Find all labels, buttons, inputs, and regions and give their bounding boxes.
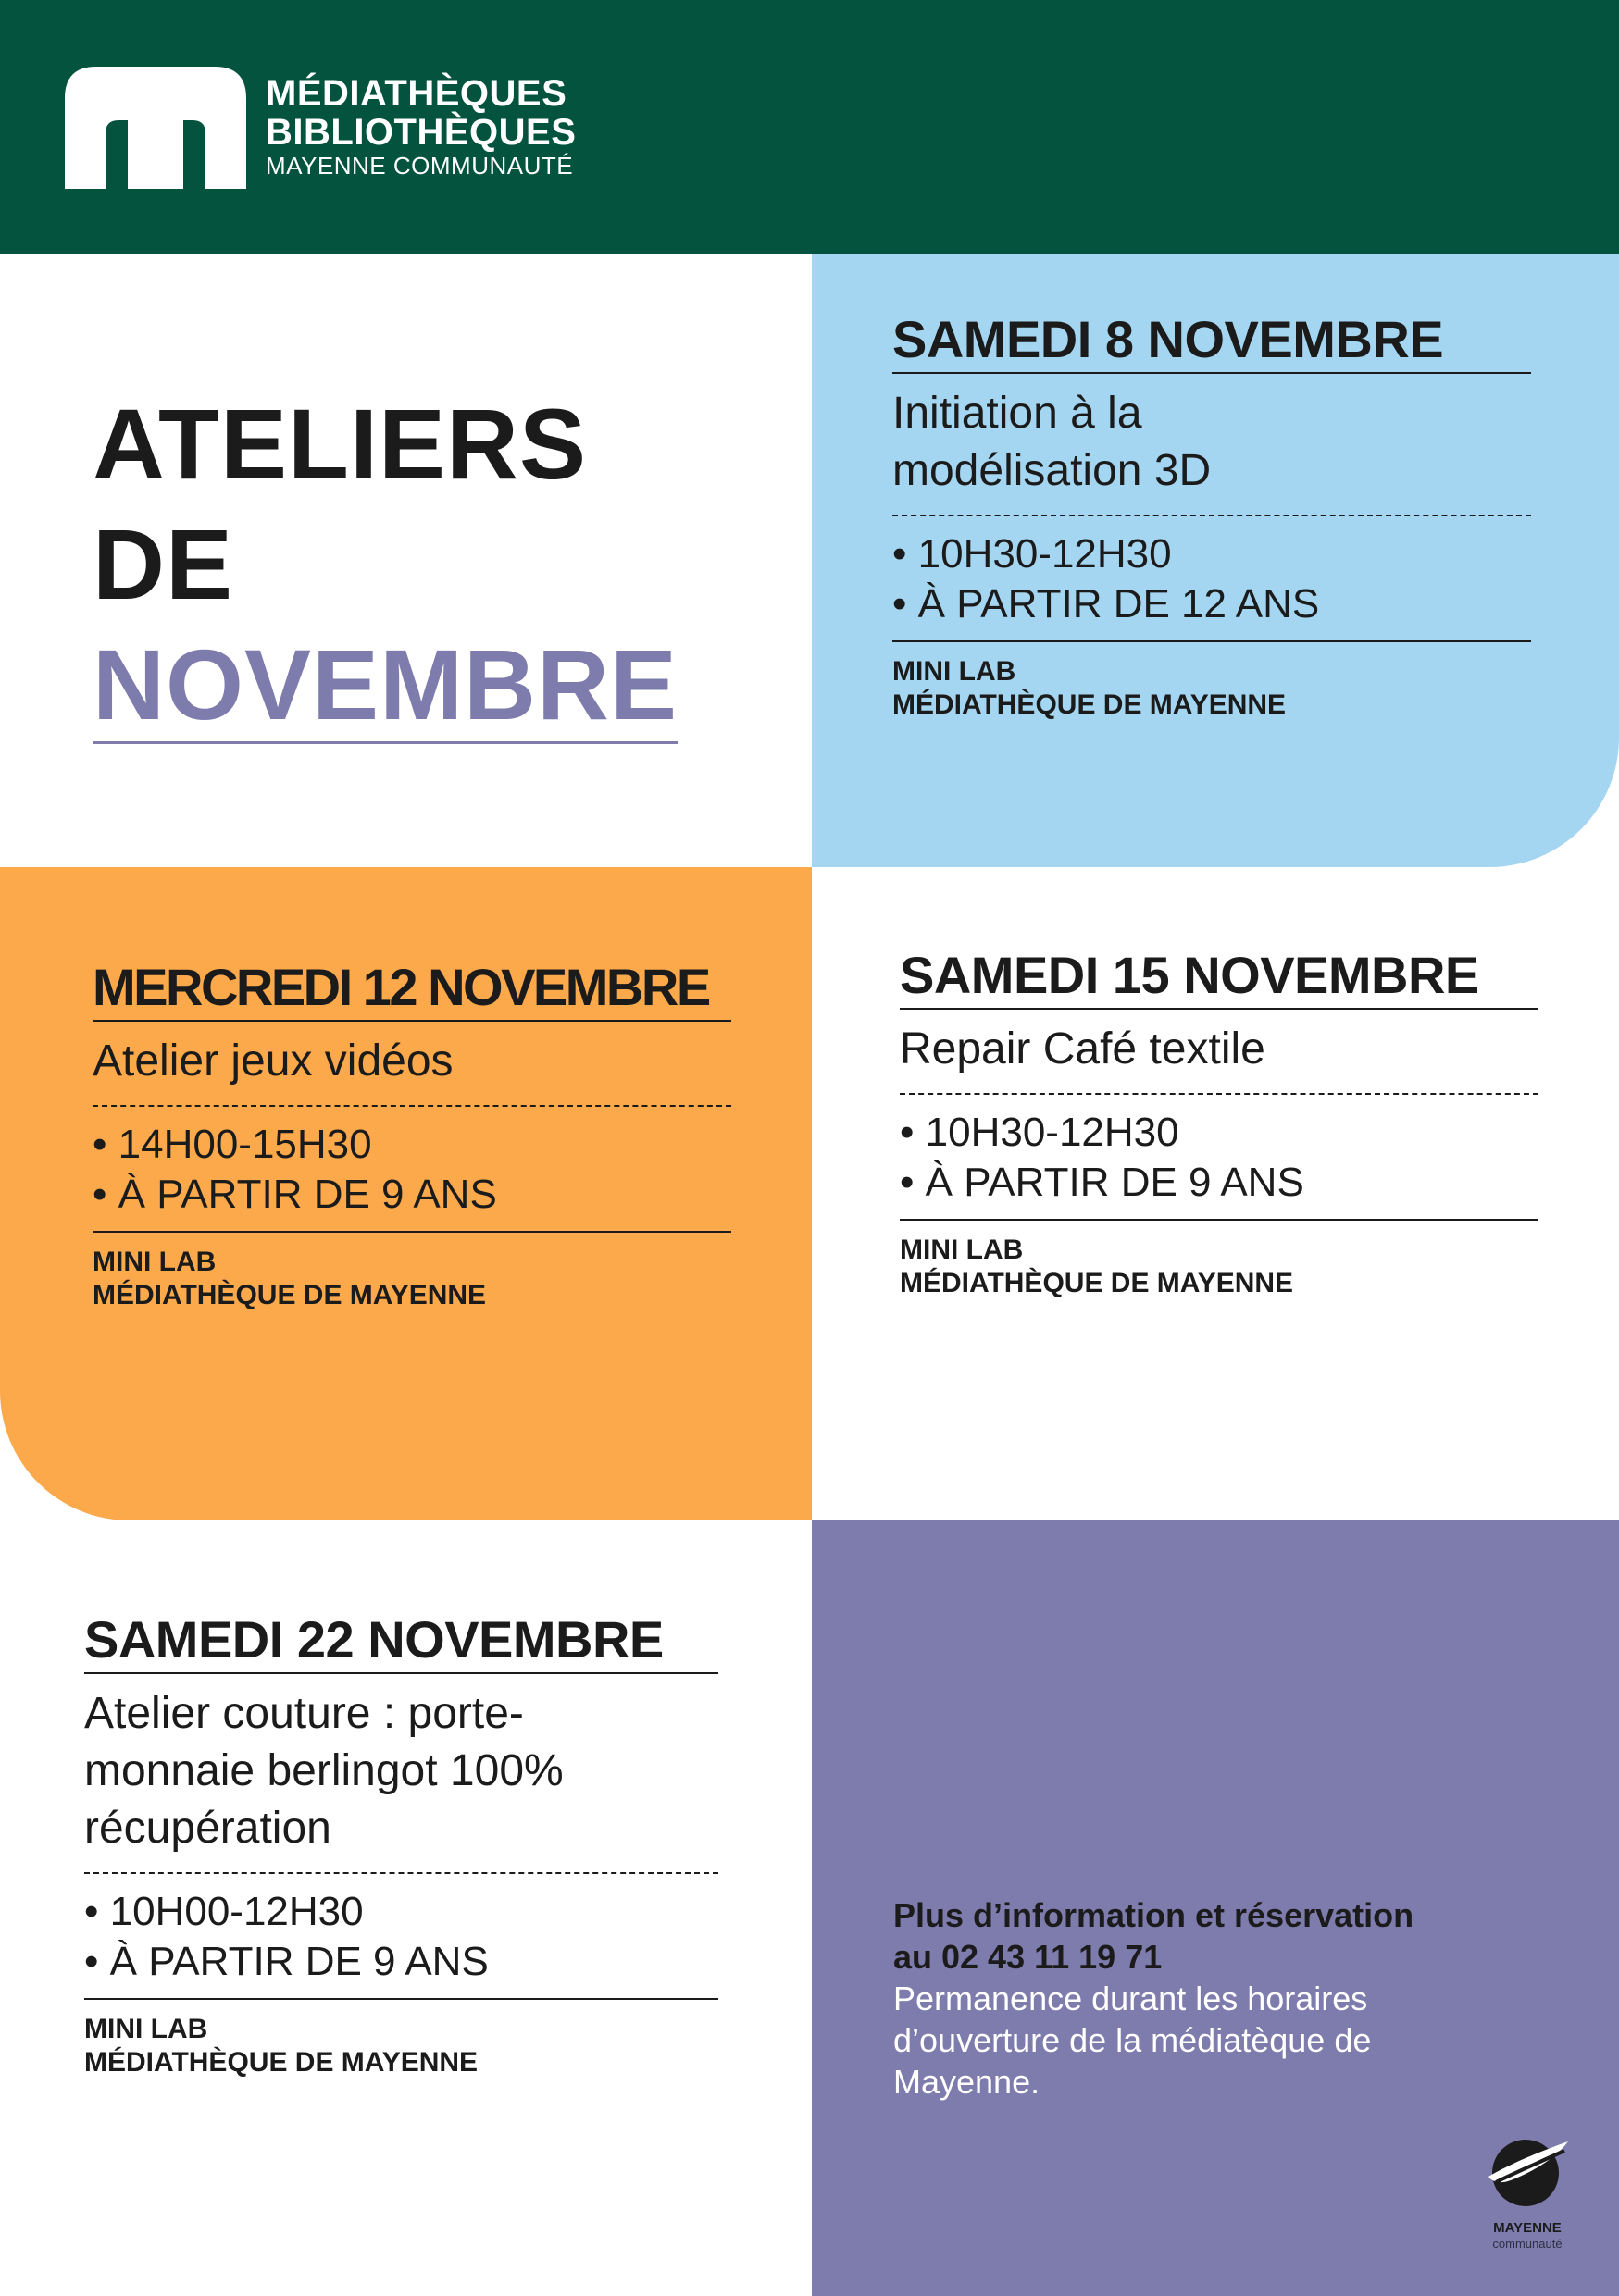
event-title	[892, 374, 1531, 516]
event-location	[900, 1221, 1538, 1300]
event-location	[892, 642, 1531, 722]
reservation-info	[893, 1894, 1541, 2103]
event-title-line: monnaie berlingot 100%	[84, 1746, 564, 1795]
event-title-line: modélisation 3D	[892, 446, 1212, 495]
event-location-venue: MÉDIATHÈQUE DE MAYENNE	[93, 1280, 487, 1310]
event-location	[93, 1233, 731, 1312]
event-location-room: MINI LAB	[900, 1235, 1024, 1265]
logo-line-mediatheques: MÉDIATHÈQUES	[266, 73, 567, 114]
title-line-de: DE	[93, 508, 234, 620]
event-location	[84, 2000, 718, 2079]
event-title-line: Repair Café textile	[900, 1024, 1265, 1074]
brand-subtitle: communauté	[1492, 2237, 1563, 2251]
event-details	[84, 1874, 718, 2000]
header-banner	[0, 0, 1619, 254]
event-location-room: MINI LAB	[892, 656, 1016, 687]
info-text-line: d’ouverture de la médiatèque de	[893, 2021, 1372, 2059]
info-text-line: Permanence durant les horaires	[893, 1980, 1368, 2017]
event-title	[900, 1010, 1538, 1095]
event-date: MERCREDI 12 NOVEMBRE	[93, 959, 731, 1022]
event-title	[84, 1674, 718, 1874]
mayenne-globe-icon	[1483, 2127, 1572, 2215]
event-details	[900, 1095, 1538, 1221]
mayenne-communaute-brand	[1476, 2127, 1578, 2251]
event-date: SAMEDI 8 NOVEMBRE	[892, 311, 1531, 374]
event-age: • À PARTIR DE 9 ANS	[93, 1172, 497, 1217]
info-text-line: Mayenne.	[893, 2063, 1040, 2101]
event-time: • 14H00-15H30	[93, 1122, 372, 1167]
event-location-venue: MÉDIATHÈQUE DE MAYENNE	[84, 2047, 479, 2078]
info-heading: Plus d’information et réservation	[893, 1896, 1414, 1934]
event-location-venue: MÉDIATHÈQUE DE MAYENNE	[900, 1268, 1294, 1298]
event-location-venue: MÉDIATHÈQUE DE MAYENNE	[892, 689, 1287, 720]
event-time: • 10H30-12H30	[892, 531, 1172, 577]
event-time: • 10H00-12H30	[84, 1889, 364, 1934]
event-title-line: récupération	[84, 1804, 331, 1853]
event-details	[93, 1107, 731, 1233]
event-date: SAMEDI 22 NOVEMBRE	[84, 1611, 718, 1674]
brand-name: MAYENNE	[1493, 2220, 1562, 2236]
event-card-8-novembre	[892, 311, 1531, 722]
event-location-room: MINI LAB	[84, 2014, 208, 2044]
event-card-15-novembre	[900, 947, 1538, 1300]
event-age: • À PARTIR DE 9 ANS	[84, 1939, 489, 1984]
title-line-novembre: NOVEMBRE	[93, 634, 678, 744]
event-location-room: MINI LAB	[93, 1247, 217, 1277]
logo-text	[266, 74, 576, 180]
title-line-ateliers: ATELIERS	[93, 388, 588, 500]
event-time: • 10H30-12H30	[900, 1110, 1179, 1155]
event-age: • À PARTIR DE 9 ANS	[900, 1160, 1304, 1205]
logo-line-mayenne-communaute: MAYENNE COMMUNAUTÉ	[266, 152, 574, 180]
page-title	[93, 384, 678, 745]
event-title	[93, 1022, 731, 1107]
event-title-line: Initiation à la	[892, 389, 1142, 438]
logo-line-bibliotheques: BIBLIOTHÈQUES	[266, 112, 577, 153]
info-phone: au 02 43 11 19 71	[893, 1938, 1163, 1976]
event-title-line: Atelier jeux vidéos	[93, 1036, 454, 1086]
event-date: SAMEDI 15 NOVEMBRE	[900, 947, 1538, 1010]
mediatheques-logo-icon	[65, 67, 246, 189]
event-card-12-novembre	[93, 959, 731, 1312]
event-title-line: Atelier couture : porte-	[84, 1689, 524, 1738]
event-card-22-novembre	[84, 1611, 718, 2079]
event-age: • À PARTIR DE 12 ANS	[892, 581, 1320, 627]
event-details	[892, 516, 1531, 642]
